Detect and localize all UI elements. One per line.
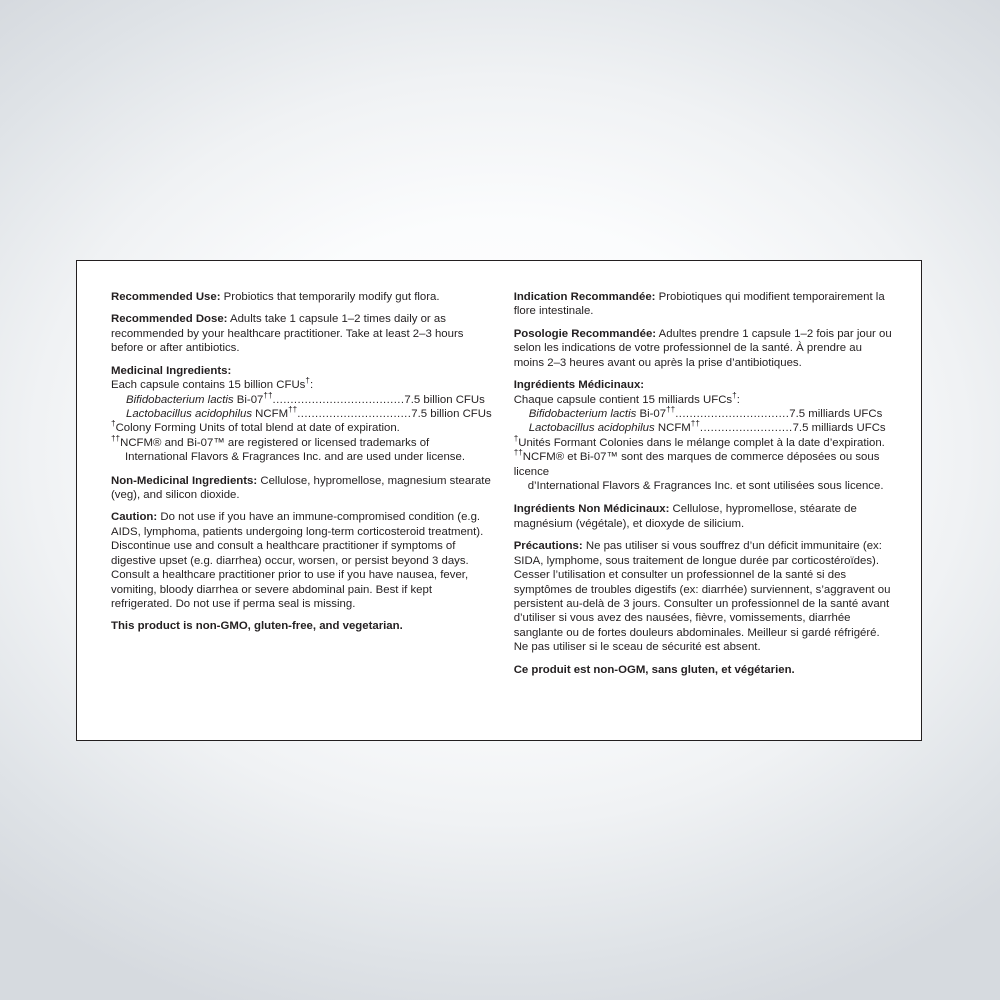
strain-2-amount-fr: 7.5 milliards UFCs (792, 422, 886, 435)
caution-text-fr: Ne pas utiliser si vous souffrez d’un déficit immunitaire (ex: SIDA, lymphome, sous traitement de longue durée par corticostéroïdes). Cesser l’utilisation et consulter un professionnel de la santé si des symptômes de troubles digestifs (ex: diarrhée) surviennent, s’aggravent ou persistent au-delà de 3 jours. Consulter un professionnel de la santé avant d’utiliser si vous avez des nausées, fièvre, vomissements, diarrhée sanglante ou de fortes douleurs abdominales. Meilleur si gardé réfrigéré. Ne pas utiliser si le sceau de sécurité est absent. (513, 540, 891, 654)
non-medicinal-text: Cellulose, hypromellose, magnesium stearate (veg), and silicon dioxide. (111, 474, 491, 502)
footnote-trademark-fr (514, 450, 895, 479)
recommended-dose-label: Recommended Dose: (111, 313, 228, 326)
footnote-trademark-cont: International Flavors & Fragrances Inc. and are used under license. (125, 451, 466, 464)
product-claim (111, 619, 492, 633)
recommended-use-label: Recommended Use: (111, 291, 221, 303)
non-medicinal-paragraph-fr (514, 502, 895, 531)
strain-row-1-fr (514, 407, 895, 421)
strain-1-dagger: †† (263, 390, 273, 400)
footnote-cfu-dagger: † (111, 419, 116, 429)
caution-label-fr: Précautions: (513, 540, 583, 553)
strain-2-code-fr: NCFM (654, 422, 691, 435)
footnote-trademark-cont-fr: d’International Flavors & Fragrances Inc. et sont utilisées sous licence. (527, 480, 884, 493)
strain-1-dots-fr: ................................ (675, 407, 790, 420)
footnote-cfu-dagger-fr: † (513, 434, 519, 443)
recommended-use-paragraph-fr (514, 290, 895, 319)
strain-1-code: Bi-07 (233, 393, 264, 406)
supplement-label-panel (76, 260, 922, 741)
strain-2-species: Lactobacillus acidophilus (126, 407, 253, 420)
non-medicinal-paragraph (111, 474, 492, 503)
medicinal-intro-colon-fr: : (736, 393, 740, 406)
recommended-dose-paragraph-fr (514, 327, 895, 370)
recommended-dose-paragraph (111, 312, 492, 355)
non-medicinal-label-fr: Ingrédients Non Médicinaux: (513, 503, 670, 516)
non-medicinal-text-fr: Cellulose, hypromellose, stéarate de magnésium (végétale), et dioxyde de silicium. (513, 503, 857, 530)
medicinal-ingredients-heading-fr: Ingrédients Médicinaux: (513, 379, 645, 392)
footnote-trademark-text-fr: NCFM® et Bi-07™ sont des marques de commerce déposées ou sous licence (513, 451, 880, 478)
footnote-trademark-dagger-fr: †† (513, 448, 523, 458)
strain-1-species-fr: Bifidobacterium lactis (528, 407, 637, 420)
medicinal-intro-text: Each capsule contains 15 billion CFUs (111, 379, 306, 392)
recommended-use-paragraph (111, 290, 492, 304)
footnote-cfu (111, 421, 492, 435)
strain-1-species: Bifidobacterium lactis (126, 393, 234, 406)
medicinal-intro-colon: : (309, 379, 314, 392)
strain-row-2-fr (514, 421, 895, 435)
medicinal-intro-dagger-fr: † (732, 390, 737, 400)
strain-2-dots-fr: .......................... (699, 422, 793, 435)
label-columns (77, 261, 921, 740)
footnote-cfu-text-fr: Unités Formant Colonies dans le mélange complet à la date d’expiration. (518, 436, 885, 449)
strain-2-species-fr: Lactobacillus acidophilus (528, 422, 655, 435)
caution-paragraph (111, 510, 492, 611)
caution-label: Caution: (111, 511, 158, 524)
spacer (111, 465, 492, 474)
recommended-use-label-fr: Indication Recommandée: (513, 291, 656, 303)
footnote-cfu-text: Colony Forming Units of total blend at date of expiration. (115, 422, 400, 435)
product-claim-text-fr: Ce produit est non-OGM, sans gluten, et végétarien. (513, 663, 795, 676)
caution-text: Do not use if you have an immune-compromised condition (e.g. AIDS, lymphoma, patients undergoing long-term corticosteroid treatment). Discontinue use and consult a healthcare practitioner if symptoms of digestive upset (e.g. diarrhea) occur, worsen, or persist beyond 3 days. Consult a healthcare practitioner prior to use if you have nausea, fever, vomiting, bloody diarrhea or severe abdominal pain. Best if kept refrigerated. Do not use if perma seal is missing. (111, 511, 484, 611)
footnote-trademark-dagger: †† (111, 434, 121, 443)
medicinal-intro-dagger: † (305, 376, 310, 386)
strain-1-amount-fr: 7.5 milliards UFCs (789, 407, 883, 420)
strain-2-dagger-fr: †† (690, 419, 700, 429)
recommended-dose-label-fr: Posologie Recommandée: (513, 327, 657, 340)
footnote-trademark-text: NCFM® and Bi-07™ are registered or licensed trademarks of (120, 436, 430, 449)
spacer-fr (514, 493, 895, 502)
strain-2-code: NCFM (252, 407, 289, 420)
footnote-cfu-fr (514, 436, 895, 450)
medicinal-intro-text-fr: Chaque capsule contient 15 milliards UFCs (513, 393, 733, 406)
medicinal-ingredients-heading: Medicinal Ingredients: (111, 364, 232, 377)
strain-1-code-fr: Bi-07 (636, 407, 667, 420)
strain-row-1 (111, 390, 492, 407)
strain-2-dots: ................................ (297, 407, 412, 420)
product-claim-fr (514, 663, 895, 677)
medicinal-ingredients-intro-fr (513, 390, 895, 407)
footnote-trademark (111, 436, 492, 450)
strain-1-dagger-fr: †† (666, 405, 676, 415)
caution-paragraph-fr (514, 539, 895, 654)
strain-1-dots: ..................................... (272, 393, 405, 406)
non-medicinal-label: Non-Medicinal Ingredients: (111, 474, 258, 487)
recommended-dose-text: Adults take 1 capsule 1–2 times daily or as recommended by your healthcare practitioner. Take at least 2–3 hours before or after antibiotics. (111, 313, 464, 355)
strain-row-2 (111, 407, 492, 421)
recommended-use-text-fr: Probiotiques qui modifient temporairement la flore intestinale. (513, 291, 885, 318)
french-column (514, 290, 895, 740)
recommended-dose-text-fr: Adultes prendre 1 capsule 1–2 fois par jour ou selon les indications de votre professionnel de la santé. À prendre au moins 2–3 heures avant ou après la prise d’antibiotiques. (513, 327, 892, 369)
product-claim-text: This product is non-GMO, gluten-free, and vegetarian. (111, 620, 403, 633)
strain-2-dagger: †† (288, 405, 298, 415)
strain-1-amount: 7.5 billion CFUs (404, 393, 485, 406)
medicinal-ingredients-intro (111, 378, 492, 392)
recommended-use-text: Probiotics that temporarily modify gut flora. (220, 291, 440, 303)
english-column (111, 290, 492, 740)
strain-2-amount: 7.5 billion CFUs (411, 407, 492, 420)
